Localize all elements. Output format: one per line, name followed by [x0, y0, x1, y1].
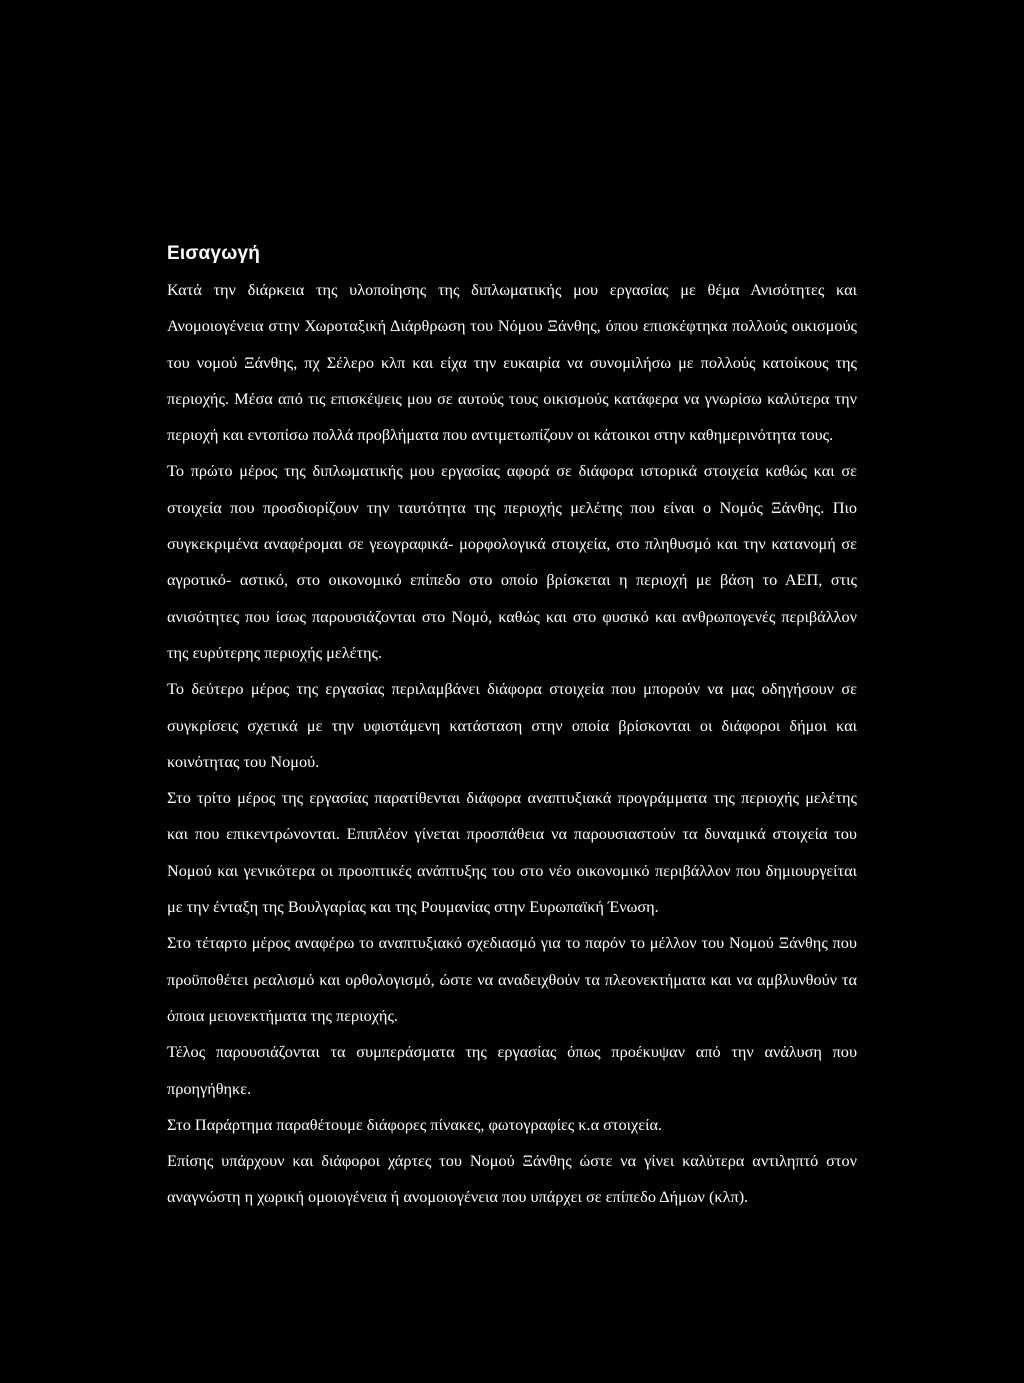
document-page	[167, 236, 857, 1216]
paragraph-part-four: Στο τέταρτο μέρος αναφέρω το αναπτυξιακό σχεδιασμό για το παρόν το μέλλον του Νομού Ξάνθης που προϋποθέτει ρεαλισμό και ορθολογισμό, ώστε να αναδειχθούν τα πλεονεκτήματα και να αμβλυνθούν τα όποια μειονεκτήματα της περιοχής.	[167, 933, 857, 1025]
paragraph-appendix: Στο Παράρτημα παραθέτουμε διάφορες πίνακες, φωτογραφίες κ.α στοιχεία.	[167, 1114, 663, 1134]
paragraph-conclusions: Τέλος παρουσιάζονται τα συμπεράσματα της εργασίας όπως προέκυψαν από την ανάλυση που προηγήθηκε.	[167, 1042, 857, 1098]
paragraph-part-one: Το πρώτο μέρος της διπλωματικής μου εργασίας αφορά σε διάφορα ιστορικά στοιχεία καθώς και σε στοιχεία που προσδιορίζουν την ταυτότητα της περιοχής μελέτης που είναι ο Νομός Ξάνθης. Πιο συγκεκριμένα αναφέρομαι σε γεωγραφικά- μορφολογικά στοιχεία, στο πληθυσμό και την κατανομή σε αγροτικό- αστικό, στο οικονομικό επίπεδο στο οποίο βρίσκεται η περιοχή με βάση το ΑΕΠ, στις ανισότητες που ίσως παρουσιάζονται στο Νομό, καθώς και στο φυσικό και ανθρωπογενές περιβάλλον της ευρύτερης περιοχής μελέτης.	[167, 461, 857, 662]
paragraph-part-three: Στο τρίτο μέρος της εργασίας παρατίθενται διάφορα αναπτυξιακά προγράμματα της περιοχής μελέτης και που επικεντρώνονται. Επιπλέον γίνεται προσπάθεια να παρουσιαστούν τα δυναμικά στοιχεία του Νομού και γενικότερα οι προοπτικές ανάπτυξης του στο νέο οικονομικό περιβάλλον που δημιουργείται με την ένταξη της Βουλγαρίας και της Ρουμανίας στην Ευρωπαϊκή Ένωση.	[167, 788, 857, 917]
section-heading: Εισαγωγή	[167, 243, 261, 264]
paragraph-part-two: Το δεύτερο μέρος της εργασίας περιλαμβάνει διάφορα στοιχεία που μπορούν να μας οδηγήσουν σε συγκρίσεις σχετικά με την υφιστάμενη κατάσταση στην οποία βρίσκονται οι διάφοροι δήμοι και κοινότητας του Νομού.	[167, 679, 857, 771]
paragraph-maps: Επίσης υπάρχουν και διάφοροι χάρτες του Νομού Ξάνθης ώστε να γίνει καλύτερα αντιληπτό στον αναγνώστη η χωρική ομοιογένεια ή ανομοιογένεια που υπάρχει σε επίπεδο Δήμων (κλπ).	[167, 1151, 857, 1207]
paragraph-intro: Κατά την διάρκεια της υλοποίησης της διπλωματικής μου εργασίας με θέμα Ανισότητες και Ανομοιογένεια στην Χωροταξική Διάρθρωση του Νόμου Ξάνθης, όπου επισκέφτηκα πολλούς οικισμούς του νομού Ξάνθης, πχ Σέλερο κλπ και είχα την ευκαιρία να συνομιλήσω με πολλούς κατοίκους της περιοχής. Μέσα από τις επισκέψεις μου σε αυτούς τους οικισμούς κατάφερα να γνωρίσω καλύτερα την περιοχή και εντοπίσω πολλά προβλήματα που αντιμετωπίζουν οι κάτοικοι στην καθημερινότητα τους.	[167, 280, 857, 445]
